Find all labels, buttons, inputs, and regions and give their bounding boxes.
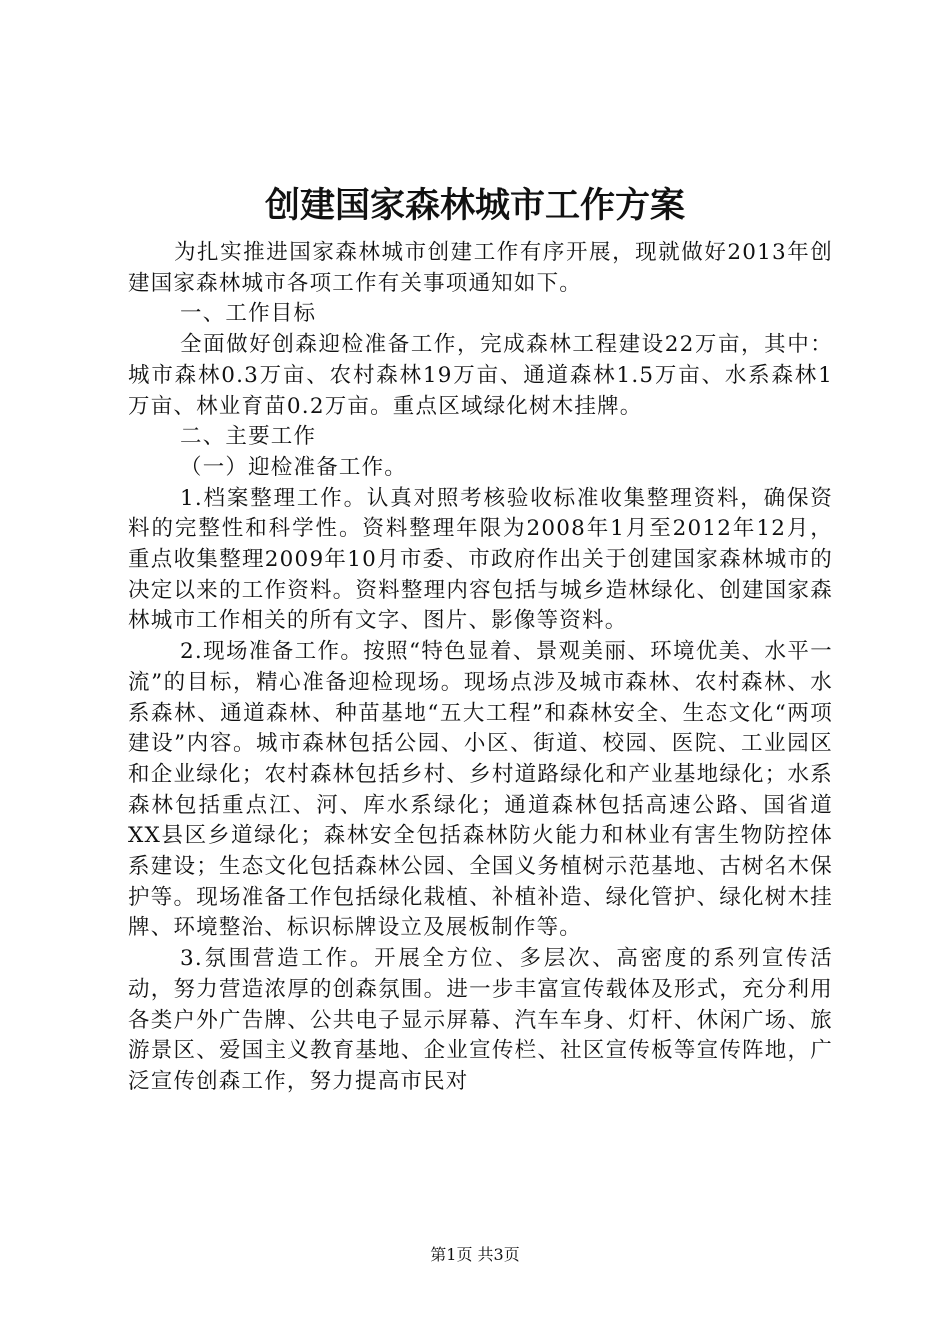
subsection-heading-inspection: （一）迎检准备工作。 — [180, 454, 408, 480]
document-body — [128, 238, 833, 1098]
page-footer: 第1页 共3页 — [430, 1245, 520, 1264]
paragraph-site-preparation: 2.现场准备工作。按照“特色显着、景观美丽、环境优美、水平一流”的目标，精心准备迎检现场。现场点涉及城市森林、农村森林、水系森林、通道森林、种苗基地“五大工程”和森林安全、生态文化“两项建设”内容。城市森林包括公园、小区、街道、校园、医院、工业园区和企业绿化；农村森林包括乡村、乡村道路绿化和产业基地绿化；水系森林包括重点江、河、库水系绿化；通道森林包括高速公路、国省道XX县区乡道绿化；森林安全包括森林防火能力和林业有害生物防控体系建设；生态文化包括森林公园、全国义务植树示范基地、古树名木保护等。现场准备工作包括绿化栽植、补植补造、绿化管护、绿化树木挂牌、环境整治、标识标牌设立及展板制作等。 — [128, 639, 833, 941]
document-title: 创建国家森林城市工作方案 — [264, 186, 685, 226]
section-heading-goals: 一、工作目标 — [180, 301, 317, 327]
paragraph-goals: 全面做好创森迎检准备工作，完成森林工程建设22万亩，其中：城市森林0.3万亩、农村森林19万亩、通道森林1.5万亩、水系森林1万亩、林业育苗0.2万亩。重点区域绿化树木挂牌。 — [128, 332, 833, 419]
paragraph-atmosphere: 3.氛围营造工作。开展全方位、多层次、高密度的系列宣传活动，努力营造浓厚的创森氛围。进一步丰富宣传载体及形式，充分利用各类户外广告牌、公共电子显示屏幕、汽车车身、灯杆、休闲广场、旅游景区、爱国主义教育基地、企业宣传栏、社区宣传板等宣传阵地，广泛宣传创森工作，努力提高市民对 — [128, 946, 833, 1094]
paragraph-archive-work: 1.档案整理工作。认真对照考核验收标准收集整理资料，确保资料的完整性和科学性。资料整理年限为2008年1月至2012年12月，重点收集整理2009年10月市委、市政府作出关于创建国家森林城市的决定以来的工作资料。资料整理内容包括与城乡造林绿化、创建国家森林城市工作相关的所有文字、图片、影像等资料。 — [128, 485, 833, 634]
paragraph-intro: 为扎实推进国家森林城市创建工作有序开展，现就做好2013年创建国家森林城市各项工作有关事项通知如下。 — [128, 240, 833, 296]
section-heading-main-work: 二、主要工作 — [180, 424, 317, 450]
